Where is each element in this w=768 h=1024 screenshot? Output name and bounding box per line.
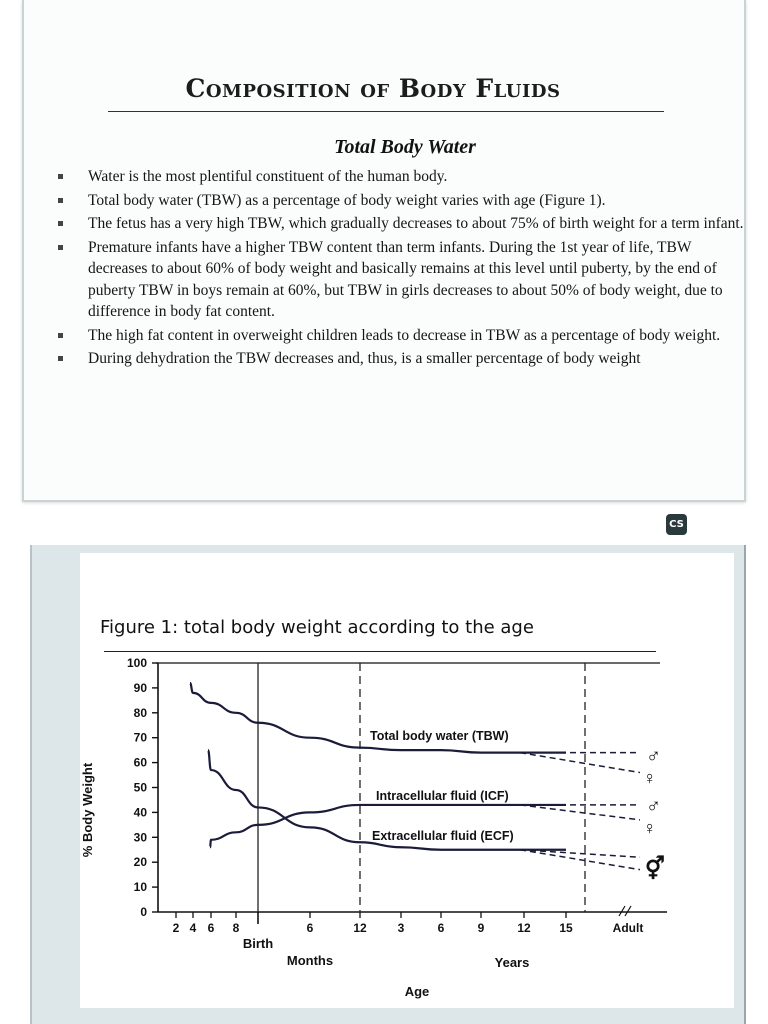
age-dividers: [258, 663, 585, 912]
x-tick-label: 9: [477, 921, 485, 935]
axis-break-mark: [619, 906, 631, 916]
x-group-label-months: Months: [286, 953, 334, 968]
x-tick-label: 12: [353, 921, 367, 935]
chart-axes: [156, 663, 667, 912]
y-tick-label: 0: [140, 905, 147, 919]
x-tick-label: 2: [172, 921, 180, 935]
bullet-text: The high fat content in overweight children leads to decrease in TBW as a percentage of body weight.: [88, 326, 721, 344]
bullet-text: Total body water (TBW) as a percentage of body weight varies with age (Figure 1).: [88, 191, 606, 209]
bullet-text: The fetus has a very high TBW, which gradually decreases to about 75% of birth weight for a term infant.: [88, 215, 744, 232]
x-tick-label: 6: [207, 921, 215, 935]
tbw-label: Total body water (TBW): [370, 729, 509, 743]
adult-symbols: [643, 745, 665, 881]
x-axis-ticks: [173, 906, 644, 999]
y-tick-label: 100: [126, 656, 147, 670]
camscanner-logo-icon: CS: [666, 514, 687, 535]
x-tick-label: 15: [559, 921, 573, 935]
icf-female-symbol: ♀: [643, 818, 657, 838]
y-tick-label: 20: [133, 855, 147, 870]
x-tick-label: 4: [189, 921, 197, 935]
x-axis-label: Age: [404, 984, 430, 999]
y-tick-label: 60: [133, 755, 147, 770]
y-tick-label: 80: [133, 705, 147, 720]
icf-male-symbol: ♂: [646, 795, 661, 817]
slide-title: Composition of Body Fluids: [185, 74, 561, 103]
x-group-label-years: Years: [494, 955, 530, 970]
y-tick-label: 70: [133, 730, 147, 745]
y-axis-label: % Body Weight: [80, 762, 95, 858]
icf-female-projection: [520, 805, 640, 820]
ecf-label: Extracellular fluid (ECF): [372, 829, 514, 843]
x-group-label-birth: Birth: [242, 936, 274, 951]
ecf-male-projection: [520, 850, 640, 857]
tbw-female-projection: [520, 753, 640, 773]
y-axis-ticks: [80, 656, 158, 919]
icf-label: Intracellular fluid (ICF): [376, 789, 509, 803]
x-tick-label: 12: [517, 921, 531, 935]
bullet-text: Premature infants have a higher TBW content than term infants. During the 1st year of life, TBW decreases to about 60% of body weight and basically remains at this level until puberty, by the end of puberty TBW in boys remain at 60%, but TBW in girls decreases to about 50% of body weight, due to difference in body fat content.: [88, 238, 723, 320]
x-tick-label: 8: [232, 921, 240, 935]
tbw-female-symbol: ♀: [643, 768, 657, 788]
x-tick-label: 6: [306, 921, 314, 935]
y-tick-label: 50: [133, 780, 147, 795]
tbw-male-symbol: ♂: [646, 745, 661, 767]
y-tick-label: 10: [133, 880, 147, 895]
bullet-text: Water is the most plentiful constituent of the human body.: [88, 168, 448, 185]
bullet-text: During dehydration the TBW decreases and, thus, is a smaller percentage of body weight: [88, 350, 641, 367]
x-tick-label: 3: [397, 921, 405, 935]
slide-subtitle: Total Body Water: [334, 136, 476, 158]
y-tick-label: 40: [133, 805, 147, 820]
y-tick-label: 90: [133, 680, 147, 695]
chart-labels: [370, 729, 514, 843]
ecf-both-symbol: ⚥: [645, 856, 665, 881]
x-tick-label: 6: [437, 921, 445, 935]
y-tick-label: 30: [133, 830, 147, 845]
x-tick-label: Adult: [612, 921, 644, 935]
figure-title: Figure 1: total body weight according to the age: [100, 617, 534, 638]
